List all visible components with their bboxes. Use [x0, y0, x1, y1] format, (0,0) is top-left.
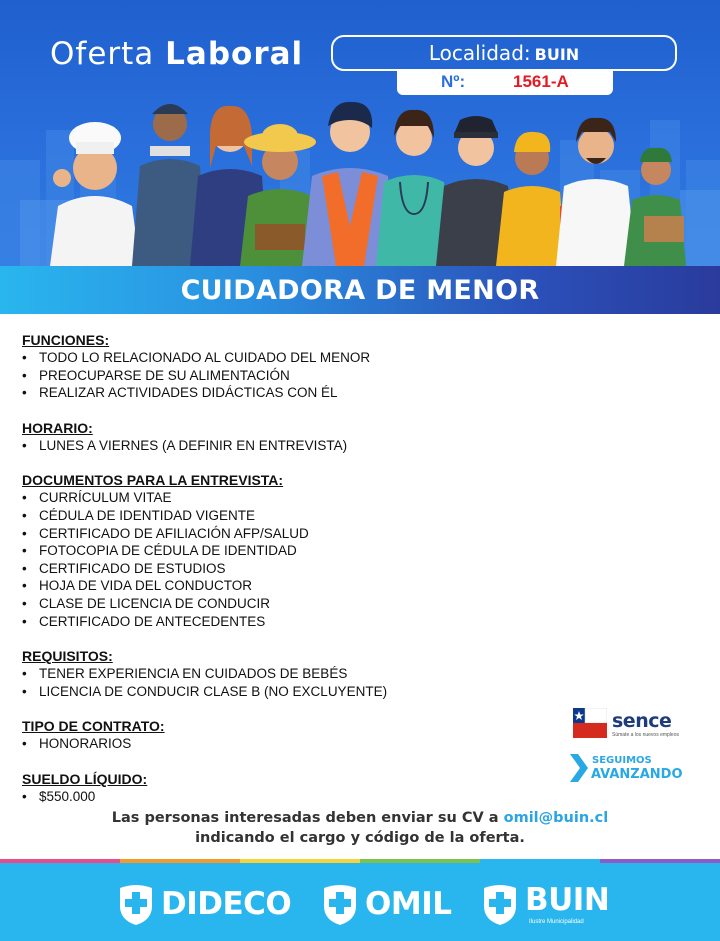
- sueldo-title: SUELDO LÍQUIDO:: [22, 770, 148, 787]
- list-item: • $550.000: [22, 788, 562, 806]
- documentos-title: DOCUMENTOS PARA LA ENTREVISTA:: [22, 472, 284, 489]
- contrato-title: TIPO DE CONTRATO:: [22, 718, 165, 735]
- email-link[interactable]: omil@buin.cl: [503, 810, 609, 826]
- municipal-shield-icon: [481, 884, 519, 926]
- omil-wordmark: OMIL: [365, 886, 452, 922]
- job-title: CUIDADORA DE MENOR: [180, 275, 540, 306]
- seguimos-text: SEGUIMOS: [592, 755, 652, 766]
- location-box: [331, 35, 677, 71]
- offer-title-bold: Laboral: [165, 36, 304, 72]
- grocer-figure: [624, 148, 686, 266]
- list-item: • LICENCIA DE CONDUCIR CLASE B (NO EXCLUYENTE): [22, 683, 562, 701]
- list-item: • HOJA DE VIDA DEL CONDUCTOR: [22, 577, 562, 595]
- list-item: • CERTIFICADO DE ANTECEDENTES: [22, 613, 562, 631]
- sence-tagline: Súmate a los nuevos empleos: [612, 732, 679, 738]
- funciones-title: FUNCIONES:: [22, 332, 110, 348]
- offer-title: [50, 36, 303, 72]
- horario-title: HORARIO:: [22, 419, 93, 436]
- list-item: • CURRÍCULUM VITAE: [22, 489, 562, 507]
- offer-code-box: [397, 69, 613, 95]
- location-text: [333, 41, 675, 65]
- list-item: • LUNES A VIERNES (A DEFINIR EN ENTREVISTA): [22, 437, 562, 455]
- sence-logo: [612, 708, 679, 738]
- job-title-banner: [0, 266, 720, 314]
- workers-illustration: [40, 96, 700, 266]
- omil-logo: [321, 884, 451, 926]
- offer-code-value: 1561-A: [513, 72, 569, 91]
- list-item: • HONORARIOS: [22, 735, 562, 753]
- municipal-shield-icon: [117, 884, 155, 926]
- requisitos-title: REQUISITOS:: [22, 648, 113, 665]
- buin-subtitle: Ilustre Municipalidad: [529, 919, 584, 925]
- list-item: • TODO LO RELACIONADO AL CUIDADO DEL MENOR: [22, 349, 562, 367]
- footer: [0, 863, 720, 941]
- buin-logo: [481, 884, 611, 926]
- sence-wordmark: sence: [612, 710, 672, 732]
- list-item: • TENER EXPERIENCIA EN CUIDADOS DE BEBÉS: [22, 665, 562, 683]
- dideco-wordmark: DIDECO: [161, 886, 292, 922]
- list-item: • CERTIFICADO DE AFILIACIÓN AFP/SALUD: [22, 525, 562, 543]
- avanzando-text: AVANZANDO: [591, 767, 683, 782]
- list-item: • FOTOCOPIA DE CÉDULA DE IDENTIDAD: [22, 542, 562, 560]
- cta-line-1: [0, 810, 720, 826]
- hero-banner: [0, 0, 720, 266]
- list-item: • CERTIFICADO DE ESTUDIOS: [22, 560, 562, 578]
- chef-figure: [50, 122, 140, 266]
- offer-details: [22, 332, 562, 806]
- offer-title-regular: Oferta: [50, 36, 155, 72]
- offer-code-label: Nº:: [441, 72, 466, 91]
- list-item: • CÉDULA DE IDENTIDAD VIGENTE: [22, 507, 562, 525]
- list-item: • REALIZAR ACTIVIDADES DIDÁCTICAS CON ÉL: [22, 384, 562, 402]
- gobierno-de-chile-logo: [573, 708, 607, 738]
- cta-text: Las personas interesadas deben enviar su CV a: [111, 810, 499, 826]
- location-label: Localidad:: [428, 41, 531, 65]
- chevron-right-icon: [570, 754, 588, 782]
- cta-line-2: indicando el cargo y código de la oferta.: [195, 830, 525, 846]
- dideco-logo: [117, 884, 292, 926]
- municipal-shield-icon: [321, 884, 359, 926]
- location-value: BUIN: [534, 45, 580, 64]
- doctor-figure: [556, 118, 636, 266]
- list-item: • CLASE DE LICENCIA DE CONDUCIR: [22, 595, 562, 613]
- list-item: • PREOCUPARSE DE SU ALIMENTACIÓN: [22, 367, 562, 385]
- buin-wordmark: BUIN: [525, 882, 610, 918]
